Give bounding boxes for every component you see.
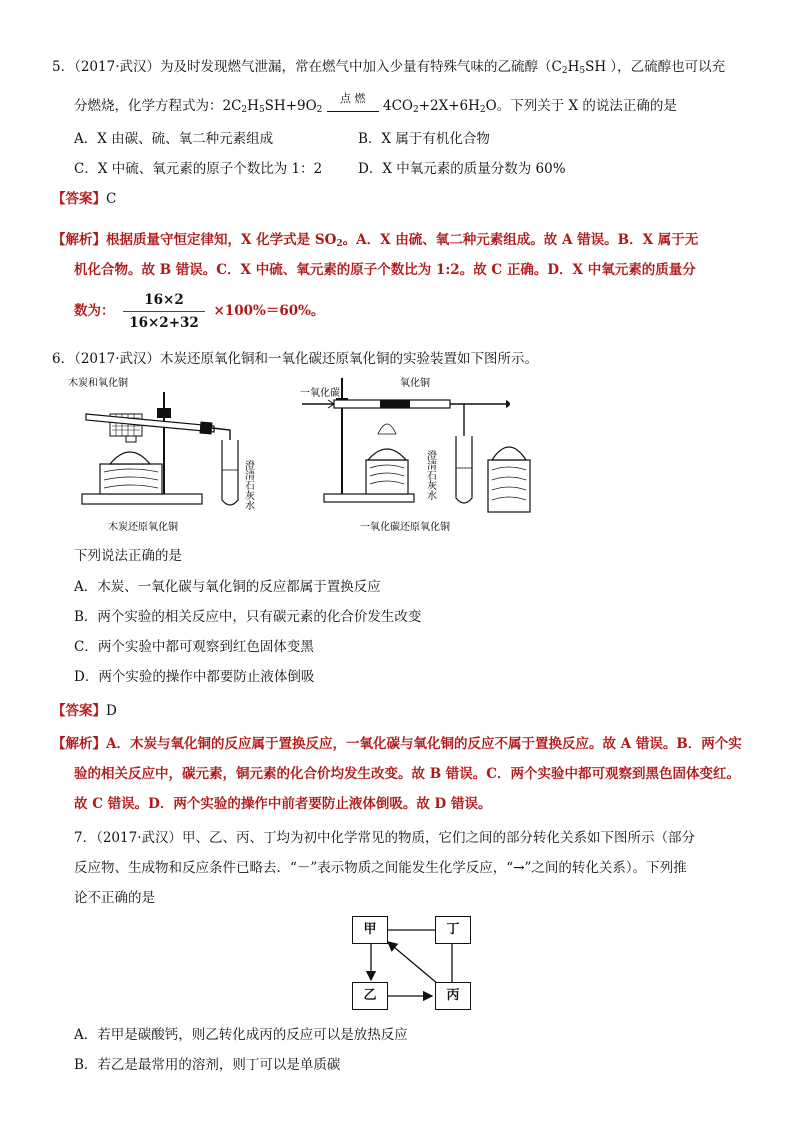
- q5-stem-line1: 5．（2017·武汉）为及时发现燃气泄漏，常在燃气中加入少量有特殊气味的乙硫醇（$C_2H_5SH$ ），乙硫醇也可以充: [52, 59, 726, 76]
- relation-diagram: [340, 910, 490, 1014]
- fig2-left-label: 一氧化碳: [300, 388, 340, 399]
- fig1-side-label: 澄清石灰水: [242, 460, 254, 510]
- fig1-top-label: 木炭和氧化铜: [68, 378, 128, 389]
- fig1-caption: 木炭还原氧化铜: [108, 522, 178, 533]
- q7-stem-line1: 7．（2017·武汉）甲、乙、丙、丁均为初中化学常见的物质，它们之间的部分转化关系如下图所示（部分: [74, 830, 695, 846]
- q5-option-d: D．X 中氧元素的质量分数为 60%: [358, 161, 566, 177]
- carbon-monoxide-experiment-figure: [300, 372, 550, 540]
- fig2-caption: 一氧化碳还原氧化铜: [360, 522, 450, 533]
- box-yi: 乙: [352, 982, 388, 1010]
- box-bing: 丙: [435, 982, 471, 1010]
- q6-stem: 6．（2017·武汉）木炭还原氧化铜和一氧化碳还原氧化铜的实验装置如下图所示。: [52, 351, 538, 367]
- q7-option-a: A．若甲是碳酸钙，则乙转化成丙的反应可以是放热反应: [74, 1027, 408, 1043]
- q5-option-a: A．X 由碳、硫、氧二种元素组成: [74, 131, 274, 147]
- q5-analysis-line1: 【解析】根据质量守恒定律知，X 化学式是 $SO_2$。A．X 由硫、氧二种元素组成。故 A 错误。B．X 属于无: [52, 232, 699, 249]
- fig2-top-label: 氧化铜: [400, 378, 430, 389]
- box-ding: 丁: [435, 916, 471, 944]
- reaction-condition: 点 燃: [327, 102, 379, 112]
- mass-fraction: $\frac{16\times 2}{16\times 2+32}$: [123, 290, 205, 333]
- q6-option-b: B．两个实验的相关反应中，只有碳元素的化合价发生改变: [74, 609, 422, 625]
- q6-option-a: A．木炭、一氧化碳与氧化铜的反应都属于置换反应: [74, 579, 381, 595]
- fig2-side-label: 澄清石灰水: [424, 450, 436, 500]
- q5-analysis-line3: 数为： $\frac{16\times 2}{16\times 2+32}$ ×100%＝60%。: [74, 292, 325, 331]
- q5-option-b: B．X 属于有机化合物: [358, 131, 490, 147]
- q6-analysis-line1: 【解析】A．木炭与氧化铜的反应属于置换反应，一氧化碳与氧化铜的反应不属于置换反应。故 A 错误。B．两个实: [52, 736, 742, 752]
- q5-analysis-line2: 机化合物。故 B 错误。C．X 中硫、氧元素的原子个数比为 1:2。故 C 正确。D．X 中氧元素的质量分: [74, 262, 696, 278]
- q5-option-c: C．X 中硫、氧元素的原子个数比为 1：2: [74, 161, 323, 177]
- q7-stem-line3: 论不正确的是: [74, 890, 155, 906]
- charcoal-experiment-figure: [64, 372, 274, 540]
- q6-question: 下列说法正确的是: [74, 548, 182, 564]
- q6-analysis-line2: 验的相关反应中，碳元素，铜元素的化合价均发生改变。故 B 错误。C．两个实验中都可观察到黑色固体变红。: [74, 766, 741, 782]
- q6-answer: 【答案】D: [52, 703, 117, 719]
- q5-answer: 【答案】C: [52, 191, 117, 207]
- q6-option-d: D．两个实验的操作中都要防止液体倒吸: [74, 669, 315, 685]
- q6-option-c: C．两个实验中都可观察到红色固体变黑: [74, 639, 314, 655]
- box-jia: 甲: [352, 916, 388, 944]
- q7-stem-line2: 反应物、生成物和反应条件已略去．“－”表示物质之间能发生化学反应，“→”之间的转化关系）。下列推: [74, 860, 687, 876]
- q7-option-b: B．若乙是最常用的溶剂，则丁可以是单质碳: [74, 1057, 341, 1073]
- q5-stem-line2: 分燃烧，化学方程式为：$2C_2H_5SH+9O_2$ 点 燃 $4CO_2+2X+6H_2O$。下列关于 X 的说法正确的是: [74, 91, 677, 115]
- q6-analysis-line3: 故 C 错误。D．两个实验的操作中前者要防止液体倒吸。故 D 错误。: [74, 796, 492, 812]
